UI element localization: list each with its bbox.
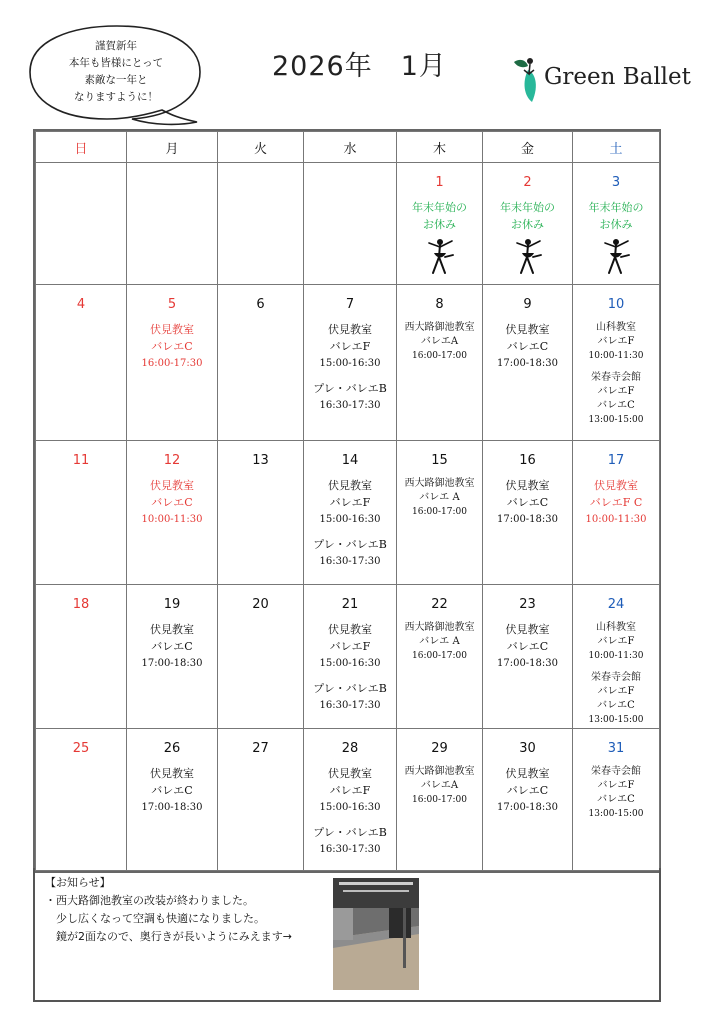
class-line: バレエC bbox=[597, 794, 635, 805]
day-number: 29 bbox=[431, 741, 448, 756]
class-entry bbox=[573, 371, 659, 427]
class-line: バレエC bbox=[151, 496, 193, 509]
class-entry bbox=[573, 321, 659, 363]
day-number: 13 bbox=[252, 453, 269, 468]
class-line: バレエF bbox=[597, 386, 635, 397]
class-line: プレ・バレエB bbox=[313, 382, 387, 395]
class-line: 西大路御池教室 bbox=[404, 478, 475, 489]
class-line: バレエC bbox=[506, 496, 549, 509]
class-time: 16:30-17:30 bbox=[319, 556, 381, 567]
day-number: 14 bbox=[341, 453, 359, 468]
class-entry bbox=[573, 621, 659, 663]
class-entry bbox=[127, 621, 217, 672]
ballerina-icon bbox=[425, 237, 455, 277]
weekday-wed: 水 bbox=[304, 132, 397, 163]
day-number bbox=[36, 175, 126, 193]
calendar-week-row bbox=[36, 729, 660, 871]
class-time: 17:00-18:30 bbox=[141, 658, 203, 669]
class-time: 17:00-18:30 bbox=[496, 802, 558, 813]
ballerina-icon bbox=[601, 237, 631, 277]
day-number: 2 bbox=[523, 175, 532, 190]
calendar-day-cell bbox=[397, 585, 483, 729]
class-line: バレエC bbox=[151, 340, 193, 353]
class-entry bbox=[127, 477, 217, 528]
class-time: 15:00-16:30 bbox=[319, 658, 381, 669]
class-line: 伏見教室 bbox=[328, 767, 372, 780]
weekday-tue: 火 bbox=[218, 132, 304, 163]
calendar-day-cell bbox=[36, 285, 127, 441]
class-time: 13:00-15:00 bbox=[588, 715, 644, 725]
class-time: 10:00-11:30 bbox=[141, 514, 203, 525]
weekday-sat: 土 bbox=[573, 132, 660, 163]
class-time: 10:00-11:30 bbox=[585, 514, 647, 525]
class-line: バレエF bbox=[597, 780, 635, 791]
class-time: 10:00-11:30 bbox=[588, 351, 644, 361]
day-number: 12 bbox=[163, 453, 181, 468]
class-time: 17:00-18:30 bbox=[496, 358, 558, 369]
calendar-day-cell bbox=[573, 163, 660, 285]
weekday-mon: 月 bbox=[127, 132, 218, 163]
class-line: 伏見教室 bbox=[505, 767, 550, 780]
calendar-day-cell bbox=[36, 585, 127, 729]
class-entry bbox=[483, 477, 572, 528]
calendar-day-cell bbox=[127, 163, 218, 285]
calendar-day-cell bbox=[304, 585, 397, 729]
day-number: 18 bbox=[72, 597, 90, 612]
class-line: 栄春寺会館 bbox=[591, 372, 641, 383]
class-line: 伏見教室 bbox=[328, 323, 372, 336]
holiday-line: 年末年始の bbox=[412, 201, 467, 214]
class-entry bbox=[397, 477, 482, 519]
weekday-sun: 日 bbox=[36, 132, 127, 163]
calendar-day-cell bbox=[218, 585, 304, 729]
class-line: 西大路御池教室 bbox=[404, 622, 475, 633]
day-number: 28 bbox=[341, 741, 359, 756]
calendar-day-cell bbox=[304, 163, 397, 285]
class-time: 16:00-17:00 bbox=[412, 507, 467, 517]
day-number bbox=[127, 175, 217, 193]
holiday-note bbox=[483, 199, 572, 233]
class-entry bbox=[127, 321, 217, 372]
holiday-line: お休み bbox=[511, 218, 544, 231]
class-line: プレ・バレエB bbox=[313, 826, 387, 839]
class-line: バレエF bbox=[597, 686, 635, 697]
calendar-day-cell bbox=[127, 729, 218, 871]
calendar-day-cell bbox=[483, 441, 573, 585]
calendar-day-cell bbox=[127, 585, 218, 729]
class-line: 伏見教室 bbox=[328, 479, 372, 492]
day-number: 7 bbox=[345, 297, 355, 312]
calendar-day-cell bbox=[304, 729, 397, 871]
class-line: 西大路御池教室 bbox=[404, 322, 475, 333]
weekday-thu: 木 bbox=[397, 132, 483, 163]
day-number: 1 bbox=[435, 175, 444, 190]
calendar-day-cell bbox=[218, 285, 304, 441]
greeting-line: 素敵な一年と bbox=[84, 74, 148, 86]
class-entry bbox=[397, 765, 482, 807]
greeting-line: なりますように！ bbox=[74, 91, 158, 103]
class-entry bbox=[304, 536, 396, 570]
class-entry bbox=[304, 321, 396, 372]
holiday-line: 年末年始の bbox=[588, 201, 644, 214]
class-line: バレエA bbox=[420, 336, 459, 347]
calendar-day-cell bbox=[483, 585, 573, 729]
day-number: 23 bbox=[519, 597, 536, 612]
class-line: バレエF C bbox=[589, 496, 643, 509]
studio-photo bbox=[333, 878, 419, 990]
class-time: 16:00-17:00 bbox=[412, 795, 467, 805]
class-entry bbox=[304, 765, 396, 816]
class-line: バレエC bbox=[151, 640, 193, 653]
class-line: 伏見教室 bbox=[150, 479, 194, 492]
class-line: 伏見教室 bbox=[150, 623, 194, 636]
class-time: 16:00-17:00 bbox=[412, 351, 467, 361]
brand-name: Green Ballet bbox=[544, 64, 691, 90]
class-line: バレエ A bbox=[419, 492, 460, 503]
day-number: 21 bbox=[341, 597, 359, 612]
class-time: 10:00-11:30 bbox=[588, 651, 644, 661]
day-number: 6 bbox=[256, 297, 265, 312]
class-line: 伏見教室 bbox=[594, 479, 638, 492]
notice-box bbox=[33, 868, 661, 1002]
class-entry bbox=[304, 621, 396, 672]
class-line: バレエC bbox=[151, 784, 193, 797]
calendar-day-cell bbox=[127, 285, 218, 441]
day-number: 5 bbox=[167, 297, 177, 312]
calendar-day-cell bbox=[483, 163, 573, 285]
class-entry bbox=[573, 477, 659, 528]
ballerina-icon bbox=[513, 237, 543, 277]
calendar-day-cell bbox=[397, 441, 483, 585]
class-line: バレエC bbox=[506, 340, 549, 353]
class-line: バレエF bbox=[329, 784, 371, 797]
day-number: 26 bbox=[163, 741, 181, 756]
day-number: 20 bbox=[252, 597, 269, 612]
day-number: 25 bbox=[72, 741, 90, 756]
day-number: 11 bbox=[72, 453, 90, 468]
class-line: バレエC bbox=[597, 400, 635, 411]
class-line: バレエF bbox=[597, 636, 635, 647]
greeting-line: 謹賀新年 bbox=[95, 40, 137, 52]
class-line: 伏見教室 bbox=[328, 623, 372, 636]
class-entry bbox=[483, 321, 572, 372]
weekday-fri: 金 bbox=[483, 132, 573, 163]
class-entry bbox=[304, 477, 396, 528]
calendar-week-row bbox=[36, 163, 660, 285]
class-line: 西大路御池教室 bbox=[404, 766, 475, 777]
holiday-note bbox=[397, 199, 482, 233]
class-line: プレ・バレエB bbox=[313, 682, 387, 695]
class-time: 15:00-16:30 bbox=[319, 514, 381, 525]
holiday-line: お休み bbox=[599, 218, 633, 231]
class-line: 伏見教室 bbox=[505, 623, 550, 636]
calendar-day-cell bbox=[573, 585, 660, 729]
class-entry bbox=[483, 765, 572, 816]
class-time: 17:00-18:30 bbox=[496, 514, 558, 525]
notice-heading: 【お知らせ】 bbox=[45, 876, 111, 889]
calendar-day-cell bbox=[304, 441, 397, 585]
notice-line: ・西大路御池教室の改装が終わりました。 bbox=[45, 894, 254, 907]
class-time: 16:30-17:30 bbox=[319, 700, 381, 711]
day-number bbox=[304, 175, 396, 193]
class-line: 伏見教室 bbox=[150, 767, 194, 780]
day-number: 19 bbox=[163, 597, 181, 612]
day-number: 15 bbox=[431, 453, 448, 468]
day-number: 9 bbox=[523, 297, 532, 312]
weekday-header-row bbox=[36, 132, 660, 163]
calendar-day-cell bbox=[218, 163, 304, 285]
calendar-day-cell bbox=[397, 163, 483, 285]
class-time: 17:00-18:30 bbox=[141, 802, 203, 813]
class-entry bbox=[397, 321, 482, 363]
day-number: 8 bbox=[435, 297, 444, 312]
class-entry bbox=[304, 380, 396, 414]
day-number: 10 bbox=[607, 297, 625, 312]
class-entry bbox=[127, 765, 217, 816]
greeting-line: 本年も皆様にとって bbox=[68, 57, 164, 69]
class-time: 16:00-17:30 bbox=[141, 358, 203, 369]
page-title bbox=[272, 44, 447, 83]
calendar-day-cell bbox=[218, 441, 304, 585]
class-line: バレエF bbox=[597, 336, 635, 347]
class-line: 伏見教室 bbox=[150, 323, 194, 336]
calendar-day-cell bbox=[218, 729, 304, 871]
calendar-day-cell bbox=[483, 729, 573, 871]
class-entry bbox=[304, 824, 396, 858]
day-number bbox=[218, 175, 303, 193]
class-entry bbox=[397, 621, 482, 663]
class-line: 山科教室 bbox=[596, 322, 636, 333]
day-number: 31 bbox=[607, 741, 625, 756]
day-number: 16 bbox=[519, 453, 536, 468]
day-number: 22 bbox=[431, 597, 448, 612]
class-time: 15:00-16:30 bbox=[319, 802, 381, 813]
holiday-note bbox=[573, 199, 659, 233]
day-number: 17 bbox=[607, 453, 625, 468]
class-time: 16:30-17:30 bbox=[319, 844, 381, 855]
calendar-week-row bbox=[36, 441, 660, 585]
calendar-week-row bbox=[36, 585, 660, 729]
calendar-day-cell bbox=[127, 441, 218, 585]
ballerina-leaf-icon bbox=[510, 56, 544, 106]
class-line: プレ・バレエB bbox=[313, 538, 387, 551]
class-time: 15:00-16:30 bbox=[319, 358, 381, 369]
class-line: 伏見教室 bbox=[505, 479, 550, 492]
day-number: 30 bbox=[519, 741, 536, 756]
class-entry bbox=[483, 621, 572, 672]
notice-line: 少し広くなって空調も快適になりました。 bbox=[45, 912, 265, 925]
title-year: 2026年 bbox=[272, 51, 373, 82]
calendar-day-cell bbox=[483, 285, 573, 441]
holiday-line: お休み bbox=[423, 218, 456, 231]
class-line: 栄春寺会館 bbox=[591, 672, 641, 683]
class-line: バレエC bbox=[506, 784, 549, 797]
title-month: 1月 bbox=[400, 51, 447, 82]
greeting-bubble bbox=[22, 22, 207, 126]
calendar-day-cell bbox=[36, 163, 127, 285]
class-line: バレエ A bbox=[419, 636, 460, 647]
class-time: 16:00-17:00 bbox=[412, 651, 467, 661]
holiday-line: 年末年始の bbox=[500, 201, 555, 214]
class-entry bbox=[573, 765, 659, 821]
day-number: 4 bbox=[76, 297, 86, 312]
class-line: 栄春寺会館 bbox=[591, 766, 641, 777]
class-line: バレエC bbox=[506, 640, 549, 653]
class-line: バレエF bbox=[329, 340, 371, 353]
class-line: バレエC bbox=[597, 700, 635, 711]
calendar-day-cell bbox=[36, 729, 127, 871]
class-time: 13:00-15:00 bbox=[588, 415, 644, 425]
brand-logo bbox=[510, 56, 690, 106]
day-number: 3 bbox=[611, 175, 621, 190]
calendar-day-cell bbox=[397, 729, 483, 871]
calendar-day-cell bbox=[36, 441, 127, 585]
calendar-day-cell bbox=[573, 441, 660, 585]
class-time: 13:00-15:00 bbox=[588, 809, 644, 819]
class-line: バレエF bbox=[329, 496, 371, 509]
calendar-week-row bbox=[36, 285, 660, 441]
calendar-grid bbox=[35, 131, 660, 871]
class-entry bbox=[304, 680, 396, 714]
class-line: 山科教室 bbox=[596, 622, 636, 633]
calendar bbox=[33, 129, 661, 873]
calendar-day-cell bbox=[573, 285, 660, 441]
class-time: 16:30-17:30 bbox=[319, 400, 381, 411]
calendar-day-cell bbox=[304, 285, 397, 441]
class-line: 伏見教室 bbox=[505, 323, 550, 336]
notice-line: 鏡が2面なので、奥行きが長いようにみえます→ bbox=[45, 930, 292, 943]
day-number: 27 bbox=[252, 741, 269, 756]
class-line: バレエA bbox=[420, 780, 459, 791]
class-time: 17:00-18:30 bbox=[496, 658, 558, 669]
class-entry bbox=[573, 671, 659, 727]
calendar-day-cell bbox=[573, 729, 660, 871]
day-number: 24 bbox=[607, 597, 625, 612]
class-line: バレエF bbox=[329, 640, 371, 653]
calendar-day-cell bbox=[397, 285, 483, 441]
